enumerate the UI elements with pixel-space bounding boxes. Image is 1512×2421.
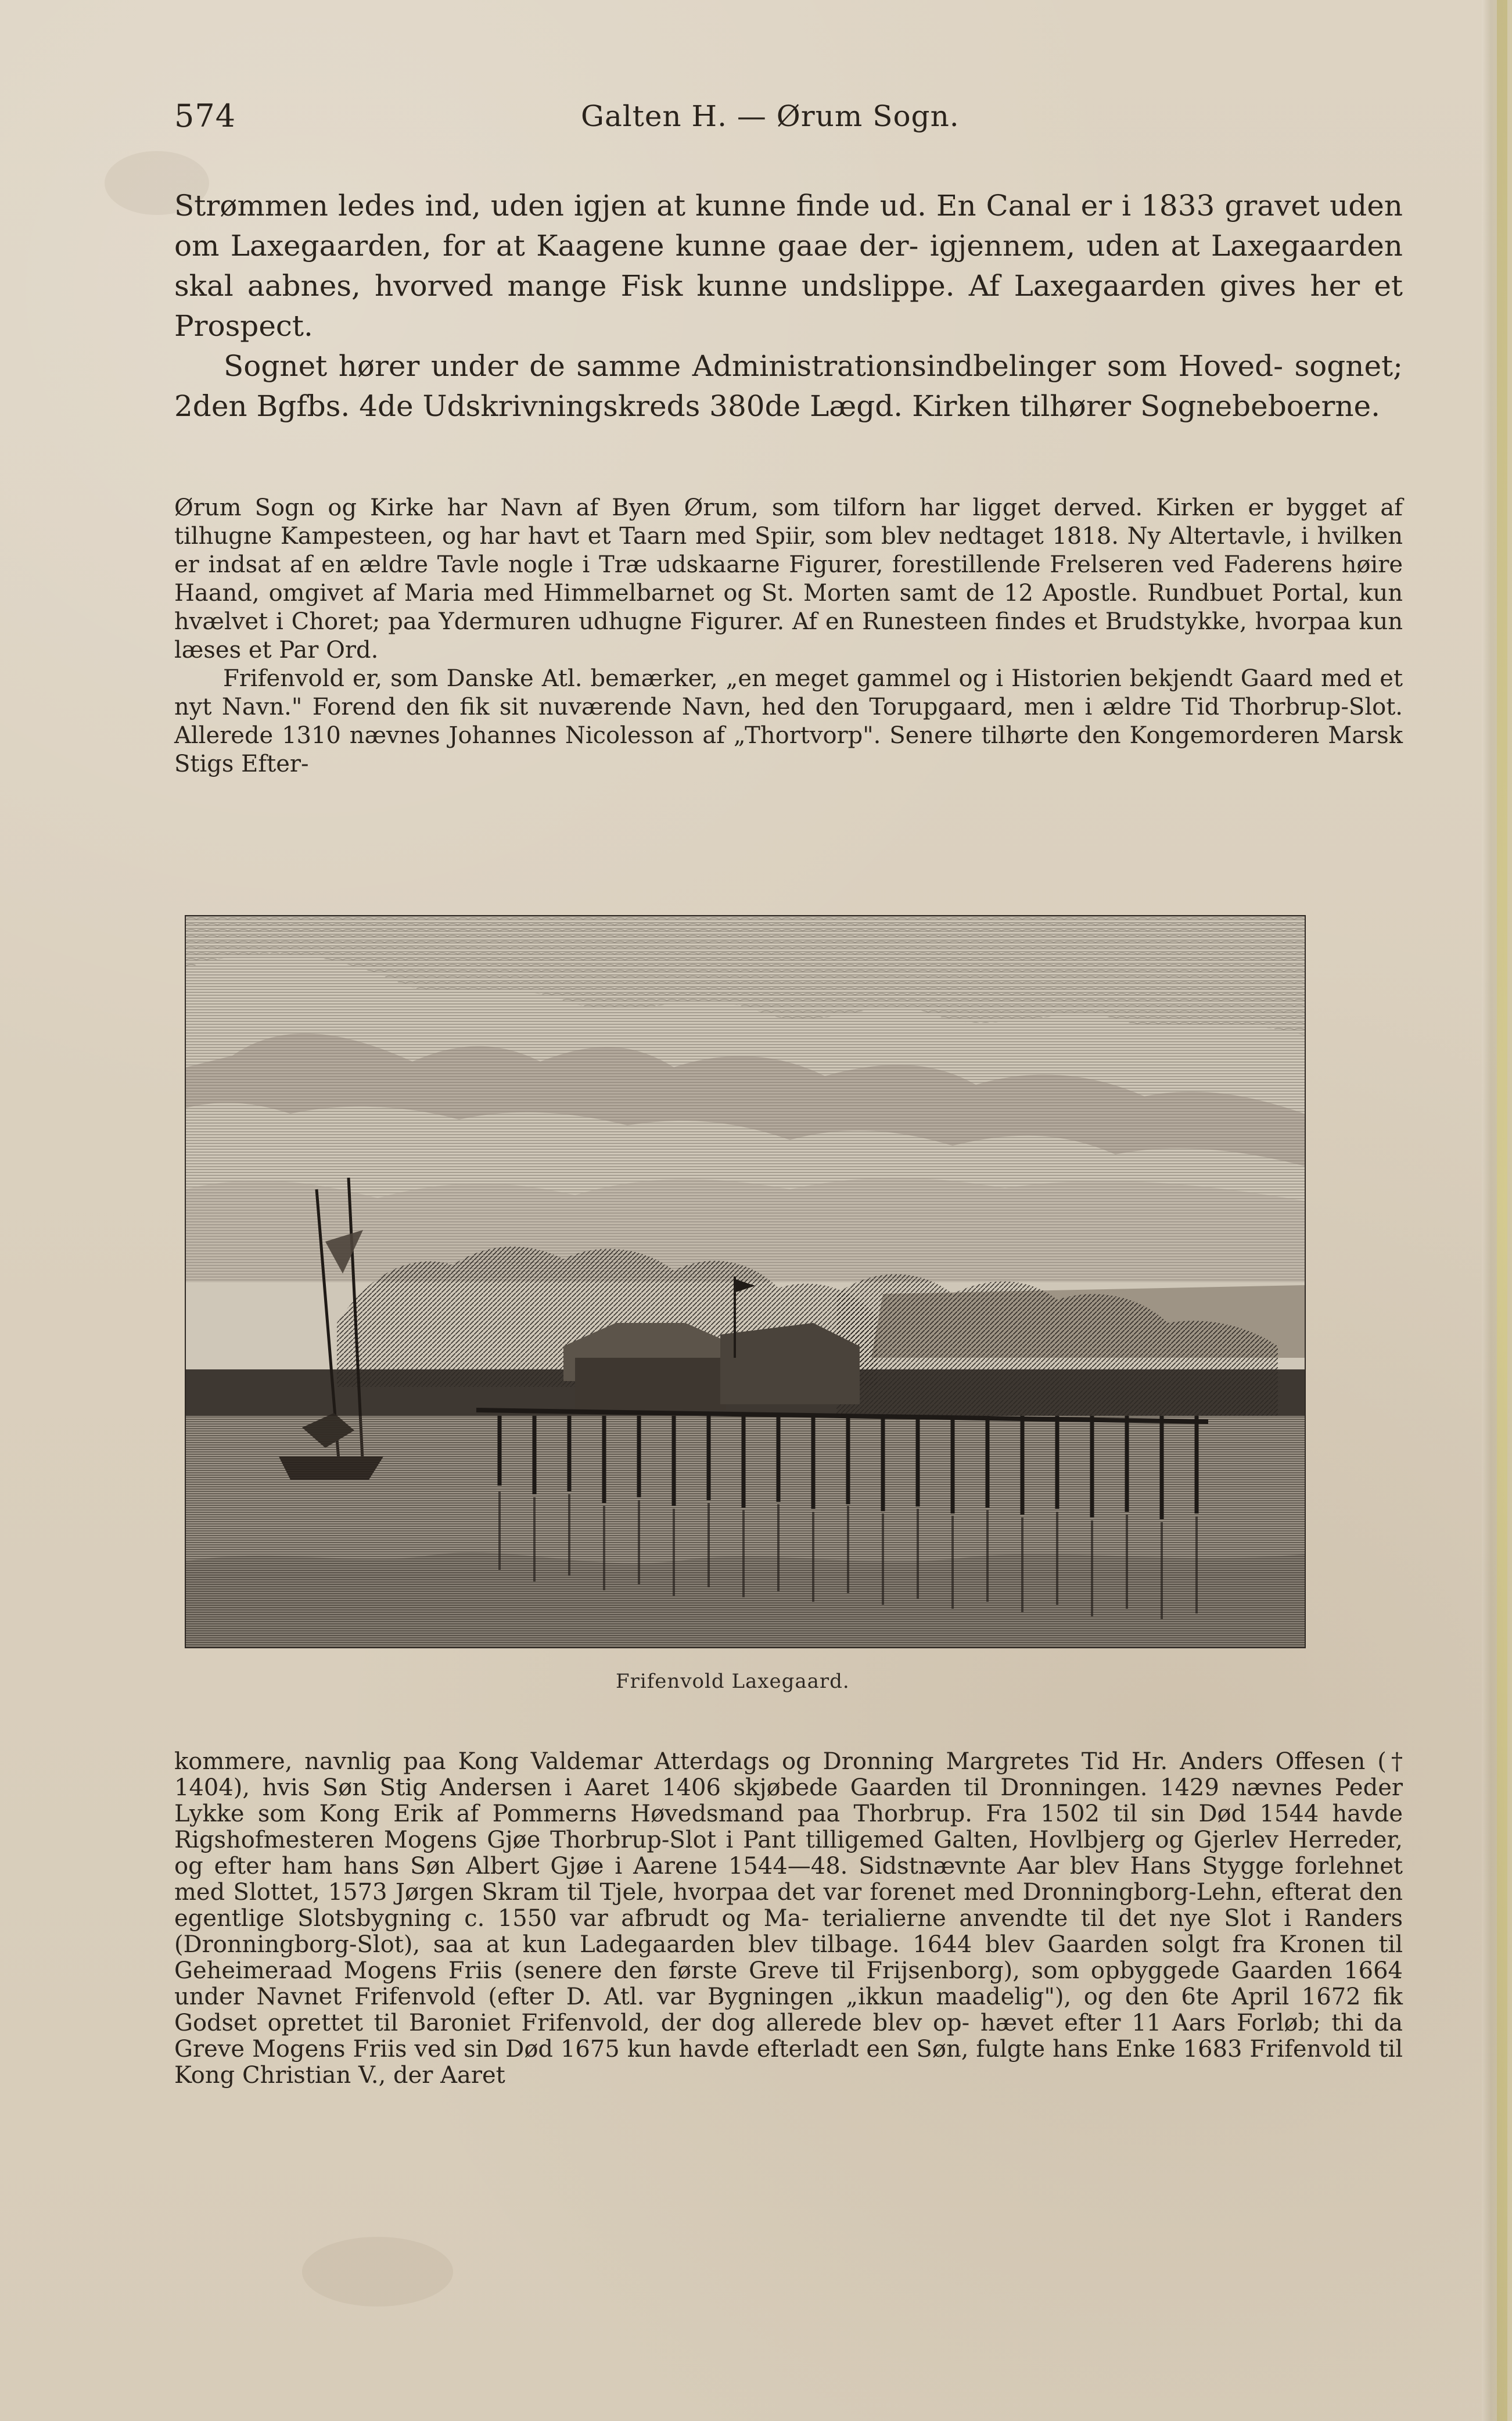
main-paragraph: Sognet hører under de samme Administrationsindbelinger som Hoved- sognet; 2den Bgfbs. 4de Udskrivningskreds 380de Lægd. Kirken tilhører Sognebeboerne. [174,349,1403,423]
water-reflection-band [186,1552,1305,1647]
main-paragraph: Strømmen ledes ind, uden igjen at kunne finde ud. En Canal er i 1833 gravet uden om Laxegaarden, for at Kaagene kunne gaae der- igjennem, uden at Laxegaarden skal aabnes, hvorved mange Fisk kunne undslippe. Af Laxegaarden gives her et Prospect. [174,189,1403,343]
page-number: 574 [174,98,236,134]
main-text-block [174,186,1403,426]
engraving-svg [186,916,1305,1647]
page-edge-shadow [1482,0,1512,2421]
small-text-block [174,494,1403,779]
page-header [174,98,1310,141]
running-head: Galten H. — Ørum Sogn. [581,99,960,133]
figure-container [185,915,1306,1648]
lower-text-block [174,1749,1403,2089]
figure-caption: Frifenvold Laxegaard. [616,1670,850,1693]
small-paragraph: Frifenvold er, som Danske Atl. bemærker, „en meget gammel og i Historien bekjendt Gaard med et nyt Navn." Forend den fik sit nuværende Navn, hed den Torupgaard, men i ældre Tid Thorbrup-Slot. Allerede 1310 nævnes Johannes Nicolesson af „Thortvorp". Senere tilhørte den Kongemorderen Marsk Stigs Efter- [174,665,1403,777]
engraving-illustration [185,915,1306,1648]
house-body [575,1358,726,1410]
paper-stain [302,2237,453,2307]
lower-paragraph: kommere, navnlig paa Kong Valdemar Atterdags og Dronning Margretes Tid Hr. Anders Offesen († 1404), hvis Søn Stig Andersen i Aaret 1406 skjøbede Gaarden til Dronningen. 1429 nævnes Peder Lykke som Kong Erik af Pommerns Høvedsmand paa Thorbrup. Fra 1502 til sin Død 1544 havde Rigshofmesteren Mogens Gjøe Thorbrup-Slot i Pant tilligemed Galten, Hovlbjerg og Gjerlev Herreder, og efter ham hans Søn Albert Gjøe i Aarene 1544—48. Sidstnævnte Aar blev Hans Stygge forlehnet med Slottet, 1573 Jørgen Skram til Tjele, hvorpaa det var forenet med Dronningborg-Lehn, efterat den egentlige Slotsbygning c. 1550 var afbrudt og Ma- terialierne anvendte til det nye Slot i Randers (Dronningborg-Slot), saa at kun Ladegaarden blev tilbage. 1644 blev Gaarden solgt fra Kronen til Geheimeraad Mogens Friis (senere den første Greve til Frijsenborg), som opbyggede Gaarden 1664 under Navnet Frifenvold (efter D. Atl. var Bygningen „ikkun maadelig"), og den 6te April 1672 fik Godset oprettet til Baroniet Frifenvold, der dog allerede blev op- hævet efter 11 Aars Forløb; thi da Greve Mogens Friis ved sin Død 1675 kun havde efterladt een Søn, fulgte hans Enke 1683 Frifenvold til Kong Christian V., der Aaret [174,1748,1403,2089]
small-paragraph: Ørum Sogn og Kirke har Navn af Byen Ørum, som tilforn har ligget derved. Kirken er bygget af tilhugne Kampesteen, og har havt et Taarn med Spiir, som blev nedtaget 1818. Ny Altertavle, i hvilken er indsat af en ældre Tavle nogle i Træ udskaarne Figurer, forestillende Frelseren ved Faderens høire Haand, omgivet af Maria med Himmelbarnet og St. Morten samt de 12 Apostle. Rundbuet Portal, kun hvælvet i Choret; paa Ydermuren udhugne Figurer. Af en Runesteen findes et Brudstykke, hvorpaa kun læses et Par Ord. [174,494,1403,663]
